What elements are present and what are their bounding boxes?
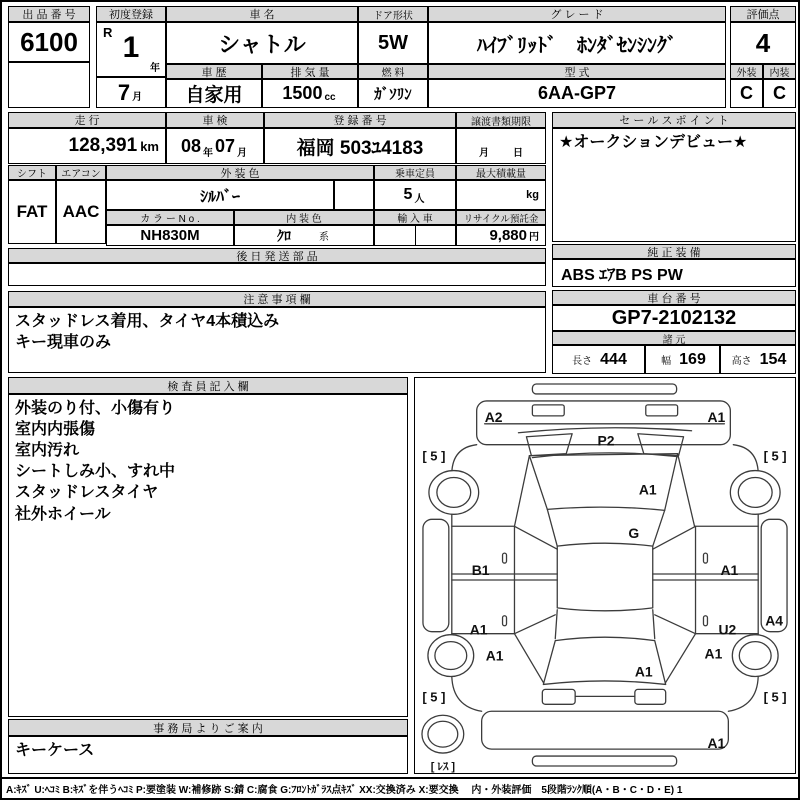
max-load-value: kg [456, 180, 546, 210]
capacity-unit: 人 [414, 194, 425, 205]
spec-height-cell [720, 345, 796, 374]
width-value: 169 [679, 350, 706, 368]
reg-number-header: 登 録 番 号 [264, 112, 456, 128]
right-headlight [646, 405, 678, 416]
rear-bumper [482, 711, 729, 752]
damage-grade-label: G [628, 525, 640, 542]
note-line: 室内内張傷 [15, 421, 96, 439]
displacement-number: 1500 [282, 83, 323, 103]
caution-header: 注 意 事 項 欄 [8, 291, 546, 307]
width-label: 幅 [661, 356, 672, 367]
car-top-view-diagram [415, 378, 795, 773]
recycle-number: 9,880 [489, 227, 527, 244]
note-line: キー現車のみ [15, 334, 112, 352]
damage-grade-label: A1 [634, 663, 653, 680]
shift-header: シフト [8, 165, 56, 180]
reg-number-value: 福岡 503ﾕ4183 [264, 128, 456, 164]
damage-grade-label: U2 [718, 621, 737, 638]
shift-value: FAT [8, 180, 56, 244]
recycle-deposit-header: リサイクル預託金 [456, 210, 546, 225]
history-header: 車 歴 [166, 64, 262, 79]
length-label: 長さ [572, 356, 593, 367]
left-tail-lamp [542, 689, 575, 704]
damage-grade-label: B1 [471, 562, 490, 579]
damage-grade-label: A1 [707, 408, 726, 425]
history-value: 自家用 [166, 79, 262, 108]
damage-grade-label: A1 [704, 645, 723, 662]
note-line: シートしみ小、すれ中 [15, 463, 176, 481]
max-load-header: 最大積載量 [456, 165, 546, 180]
inspection-year-suffix: 年 [203, 148, 213, 159]
damage-grade-label: A1 [707, 735, 726, 752]
length-value: 444 [600, 350, 627, 368]
sales-point-text: ★オークションデビュー★ [559, 134, 748, 151]
right-tail-lamp [635, 689, 666, 704]
score-value: 4 [730, 22, 796, 64]
legend-divider [2, 777, 798, 779]
capacity-value [374, 180, 456, 210]
first-reg-month-cell [96, 77, 166, 108]
exterior-color-value: ｼﾙﾊﾞｰ [106, 180, 334, 210]
auction-no-empty-cell [8, 62, 90, 108]
capacity-header: 乗車定員 [374, 165, 456, 180]
exterior-grade-value: C [730, 79, 763, 108]
damage-grade-label: A1 [469, 621, 488, 638]
caution-body [8, 307, 546, 373]
spec-length-cell [552, 345, 645, 374]
damage-grade-labels [422, 409, 786, 773]
reg-year-value: 1 [122, 31, 140, 64]
left-rear-door-handle [503, 616, 507, 626]
oem-equipment-value: ABS ｴｱB PS PW [552, 259, 796, 287]
door-shape-header: ドア形状 [358, 6, 428, 22]
right-rear-door-handle [703, 616, 707, 626]
note-line: スタッドレスタイヤ [15, 484, 159, 502]
note-line: 社外ホイール [15, 505, 111, 523]
mileage-value [8, 128, 166, 164]
damage-grade-label: [ ﾚｽ ] [430, 760, 456, 773]
damage-grade-label: [ 5 ] [763, 689, 787, 705]
reg-year-suffix: 年 [150, 63, 160, 74]
interior-color-suffix: 系 [319, 232, 329, 243]
import-value-empty [374, 225, 456, 246]
sales-point-header: セ ー ル ス ポ イ ン ト [552, 112, 796, 128]
damage-grade-label: [ 5 ] [422, 448, 446, 464]
car-name-value: シャトル [166, 22, 358, 64]
height-value: 154 [759, 350, 787, 368]
inspector-header: 検 査 員 記 入 欄 [8, 377, 408, 394]
door-shape-value: 5W [358, 22, 428, 64]
right-front-door-handle [703, 553, 707, 563]
damage-grade-label: [ 5 ] [763, 448, 787, 464]
exterior-color-header: 外 装 色 [106, 165, 374, 180]
first-reg-header: 初度登録 [96, 6, 166, 22]
transfer-day-suffix: 日 [513, 148, 523, 159]
auction-no-value: 6100 [8, 22, 90, 62]
office-header: 事 務 局 よ り ご 案 内 [8, 719, 408, 736]
recycle-unit: 円 [529, 232, 539, 243]
mileage-header: 走 行 [8, 112, 166, 128]
office-note-text: キーケース [15, 742, 95, 759]
displacement-unit: cc [324, 92, 336, 103]
damage-grade-label: [ 5 ] [422, 689, 446, 705]
front-top-bar [532, 384, 676, 394]
color-no-value: NH830M [106, 225, 234, 246]
exterior-grade-header: 外装 [730, 64, 763, 79]
recycle-deposit-value [456, 225, 546, 246]
inspection-value [166, 128, 264, 164]
mileage-unit: km [140, 138, 159, 154]
inspection-month-suffix: 月 [237, 148, 248, 159]
auction-no-header: 出 品 番 号 [8, 6, 90, 22]
later-parts-empty [8, 263, 546, 286]
displacement-value [262, 79, 358, 108]
legend-text: A:ｷｽﾞ U:ﾍｺﾐ B:ｷｽﾞを伴うﾍｺﾐ P:要塗装 W:補修跡 S:錆 C:腐食 G:ﾌﾛﾝﾄｶﾞﾗｽ点ｷｽﾞ XX:交換済み X:要交換 内・外装評価 5段階ﾗﾝｸ順(A・B・C・D・E) 1 [6, 785, 683, 796]
first-reg-year-cell [96, 22, 166, 77]
mileage-number: 128,391 [68, 135, 138, 156]
model-code-header: 型 式 [428, 64, 726, 79]
import-cell-divider [415, 226, 416, 245]
grade-value: ﾊｲﾌﾞﾘｯﾄﾞ ﾎﾝﾀﾞｾﾝｼﾝｸﾞ [428, 22, 726, 64]
height-label: 高さ [731, 356, 752, 367]
displacement-header: 排 気 量 [262, 64, 358, 79]
damage-grade-label: P2 [597, 432, 615, 449]
damage-grade-label: A1 [485, 647, 504, 664]
interior-grade-header: 内装 [763, 64, 796, 79]
oem-equipment-header: 純 正 装 備 [552, 244, 796, 259]
transfer-month-suffix: 月 [479, 148, 489, 159]
chassis-no-header: 車 台 番 号 [552, 290, 796, 305]
spec-width-cell [645, 345, 720, 374]
import-header: 輸 入 車 [374, 210, 456, 225]
note-line: 外装のり付、小傷有り [15, 400, 176, 417]
color-no-header: カ ラ ー N o . [106, 210, 234, 225]
inspection-year: 08 [180, 135, 201, 156]
model-code-value: 6AA-GP7 [428, 79, 726, 108]
car-name-header: 車 名 [166, 6, 358, 22]
inspection-header: 車 検 [166, 112, 264, 128]
exterior-color-empty-cell [334, 180, 374, 210]
reg-month-suffix: 月 [132, 92, 143, 103]
left-sill [423, 519, 449, 631]
roof [557, 543, 652, 611]
damage-grade-label: A1 [638, 481, 657, 498]
inspection-month: 07 [215, 135, 236, 156]
score-header: 評価点 [730, 6, 796, 22]
chassis-no-value: GP7-2102132 [552, 305, 796, 331]
left-headlight [532, 405, 564, 416]
transfer-deadline-header: 譲渡書類期限 [456, 112, 546, 128]
sales-point-body [552, 128, 796, 242]
office-body [8, 736, 408, 774]
rear-bottom-bar [532, 756, 676, 766]
interior-color-name: ｸﾛ [277, 227, 291, 244]
fuel-value: ｶﾞｿﾘﾝ [358, 79, 428, 108]
damage-diagram-panel [414, 377, 796, 774]
transfer-deadline-value [456, 128, 546, 164]
reg-month-value: 7 [117, 79, 131, 105]
capacity-number: 5 [403, 186, 413, 203]
damage-grade-label: A2 [484, 408, 503, 425]
damage-grade-label: A1 [720, 562, 739, 579]
inspector-body [8, 394, 408, 717]
fuel-header: 燃 料 [358, 64, 428, 79]
era-mark: R [103, 25, 113, 40]
later-parts-header: 後 日 発 送 部 品 [8, 248, 546, 263]
grade-header: グ レ ー ド [428, 6, 726, 22]
interior-grade-value: C [763, 79, 796, 108]
note-line: 室内汚れ [15, 442, 80, 460]
spec-header: 諸 元 [552, 331, 796, 345]
interior-color-header: 内 装 色 [234, 210, 374, 225]
interior-color-value [234, 225, 374, 246]
damage-grade-label: A4 [765, 612, 784, 629]
aircon-value: AAC [56, 180, 106, 244]
left-front-door-handle [503, 553, 507, 563]
aircon-header: エアコン [56, 165, 106, 180]
note-line: スタッドレス着用、タイヤ4本積込み [15, 313, 280, 330]
